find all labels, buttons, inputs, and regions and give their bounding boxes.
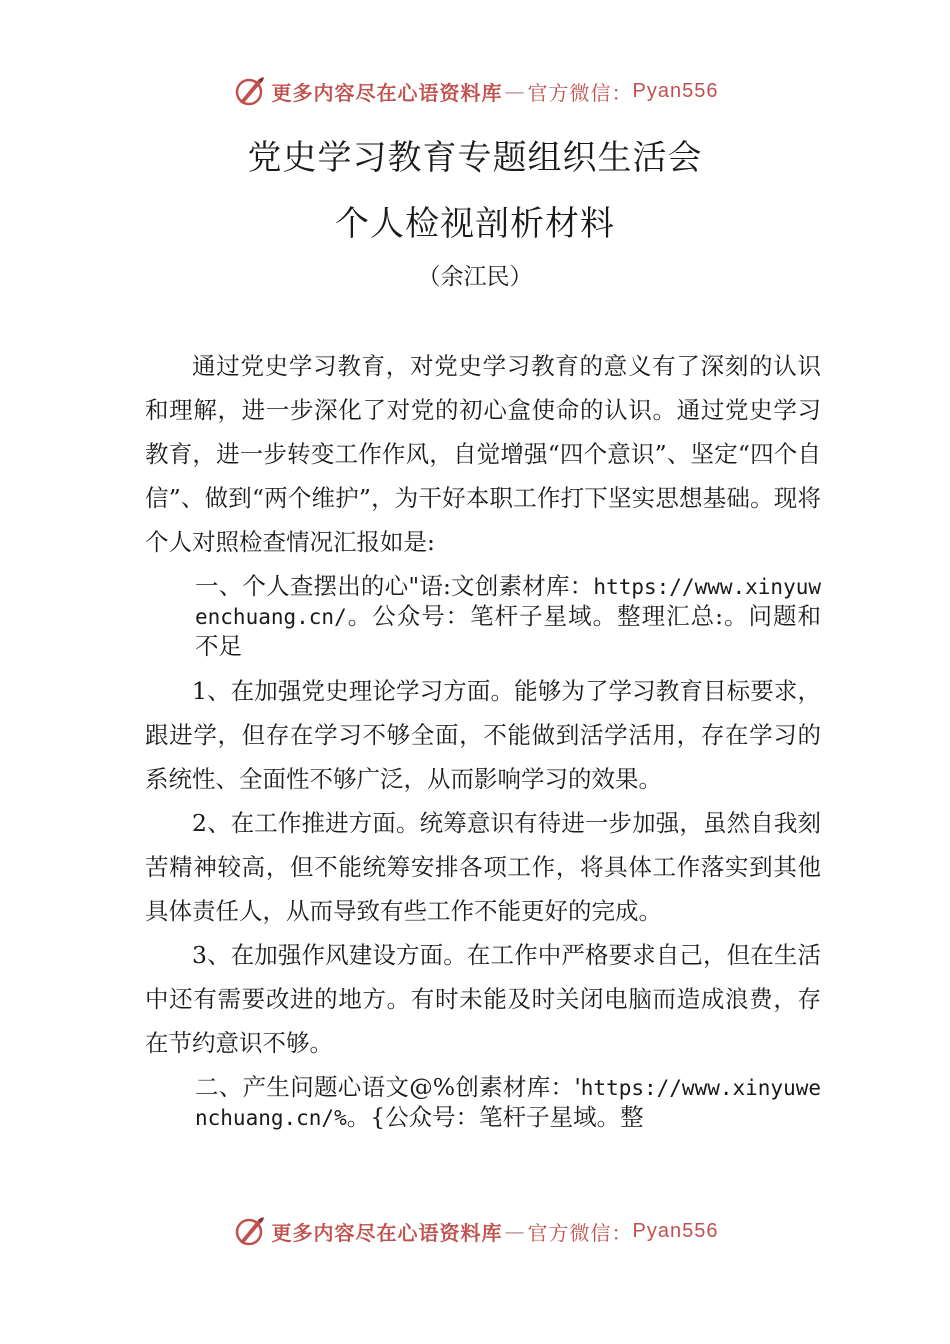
quill-logo-icon bbox=[232, 1214, 266, 1248]
item-3-paragraph: 3、在加强作风建设方面。在工作中严格要求自己，但在生活中还有需要改进的地方。有时未能及时关闭电脑而造成浪费，存在节约意识不够。 bbox=[145, 941, 821, 1057]
document-subtitle: 个人检视剖析材料 bbox=[335, 204, 615, 244]
watermark-text: 更多内容尽在心语资料库 bbox=[271, 80, 503, 105]
watermark-text: 更多内容尽在心语资料库 bbox=[271, 1220, 503, 1245]
section-2-suffix: 。{公众号：笔杆子星域。整 bbox=[346, 1103, 644, 1131]
section-1-url: https://www.xinyuwenchuang.cn/ bbox=[195, 575, 821, 629]
quill-logo-icon bbox=[232, 74, 266, 108]
footer-watermark bbox=[0, 1214, 950, 1248]
watermark-wechat-id: Pyan556 bbox=[632, 1219, 719, 1242]
watermark-wechat-label: 官方微信： bbox=[527, 1220, 633, 1245]
section-2-prefix: 二、产生问题心语文@%创素材库：' bbox=[195, 1073, 581, 1101]
document-title: 党史学习教育专题组织生活会 bbox=[247, 138, 703, 178]
intro-paragraph: 通过党史学习教育，对党史学习教育的意义有了深刻的认识和理解，进一步深化了对党的初心盒使命的认识。通过党史学习教育，进一步转变工作作风，自觉增强“四个意识”、坚定“四个自信”、做到“两个维护”，为干好本职工作打下坚实思想基础。现将个人对照检查情况汇报如是: bbox=[145, 352, 821, 556]
watermark-wechat-label: 官方微信： bbox=[527, 80, 633, 105]
document-body bbox=[145, 344, 821, 1141]
section-heading-1 bbox=[145, 572, 821, 661]
document-author: （余江民） bbox=[417, 264, 533, 290]
section-1-suffix: 。公众号：笔杆子星域。整理汇总:。问题和不足 bbox=[195, 602, 821, 660]
watermark-separator: — bbox=[504, 1219, 526, 1243]
item-2-paragraph: 2、在工作推进方面。统筹意识有待进一步加强，虽然自我刻苦精神较高，但不能统筹安排各项工作，将具体工作落实到其他具体责任人，从而导致有些工作不能更好的完成。 bbox=[145, 809, 821, 925]
watermark-separator: — bbox=[504, 79, 526, 103]
section-2-url: https://www.xinyuwenchuang.cn/% bbox=[195, 1076, 821, 1130]
section-1-prefix: 一、个人查摆出的心"语:文创素材库： bbox=[195, 572, 594, 600]
header-watermark bbox=[0, 74, 950, 108]
item-1-paragraph: 1、在加强党史理论学习方面。能够为了学习教育目标要求，跟进学，但存在学习不够全面，不能做到活学活用，存在学习的系统性、全面性不够广泛，从而影响学习的效果。 bbox=[145, 677, 821, 793]
watermark-wechat-id: Pyan556 bbox=[632, 79, 719, 102]
section-heading-2 bbox=[145, 1073, 821, 1133]
